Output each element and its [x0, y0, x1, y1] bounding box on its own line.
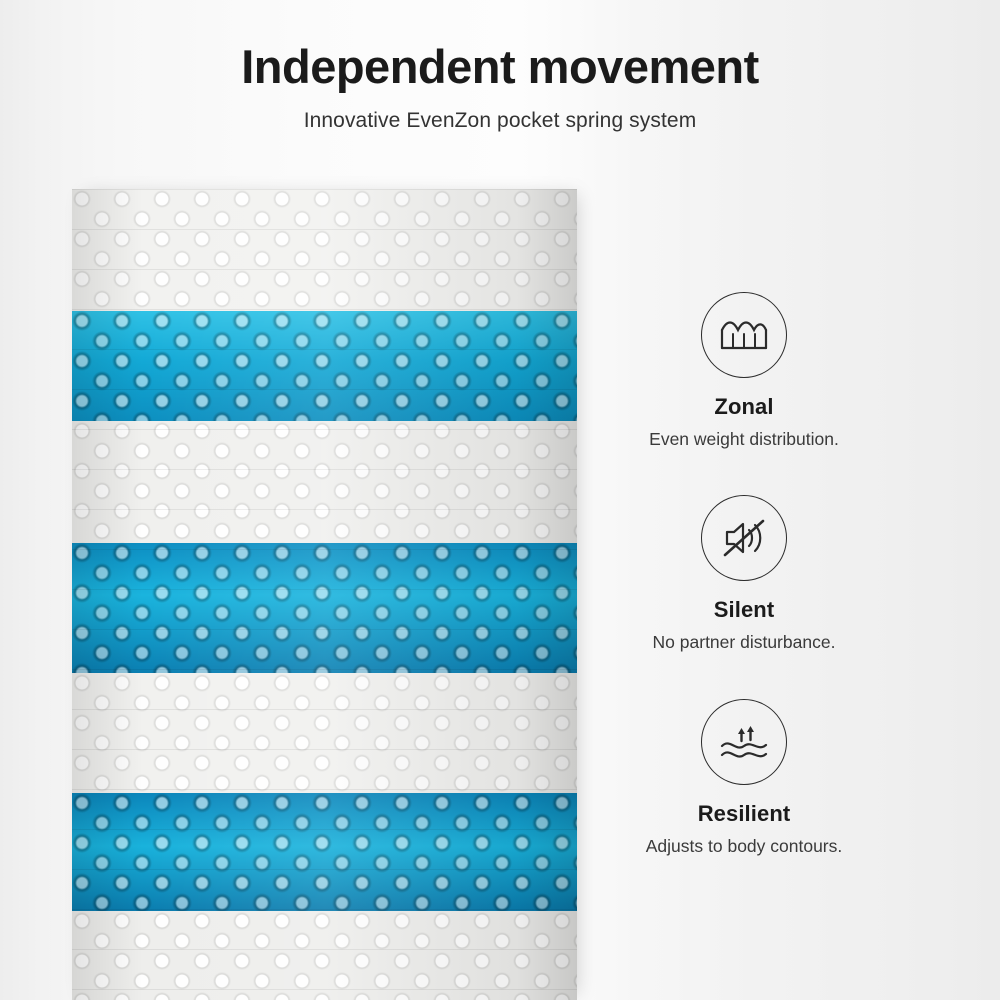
coil-stripe-white-4 — [72, 911, 577, 1000]
coil-stripe-cyan-1 — [72, 311, 577, 421]
header — [0, 42, 1000, 133]
zonal-waves-icon — [701, 292, 787, 378]
page-title: Independent movement — [241, 40, 759, 93]
coil-texture — [72, 793, 577, 911]
coil-stripe-cyan-3 — [72, 793, 577, 911]
feature-description: Even weight distribution. — [649, 429, 839, 449]
coil-texture — [72, 189, 577, 311]
coil-stripe-white-1 — [72, 189, 577, 311]
feature-list — [628, 292, 860, 902]
feature-description: No partner disturbance. — [652, 632, 836, 653]
feature-silent — [628, 495, 860, 654]
coil-texture — [72, 911, 577, 1000]
resilient-up-arrows-icon — [701, 699, 787, 785]
feature-zonal — [628, 292, 860, 451]
feature-resilient — [628, 699, 860, 858]
coil-texture — [72, 543, 577, 673]
coil-texture — [72, 311, 577, 421]
feature-title: Silent — [713, 597, 775, 623]
coil-stripe-white-3 — [72, 673, 577, 793]
page-subtitle: Innovative EvenZon pocket spring system — [303, 109, 697, 133]
feature-title: Zonal — [714, 394, 774, 419]
coil-texture — [72, 421, 577, 543]
coil-stripe-cyan-2 — [72, 543, 577, 673]
coil-texture — [72, 673, 577, 793]
feature-title: Resilient — [697, 800, 791, 826]
silent-muted-speaker-icon — [701, 495, 787, 581]
coil-stripe-white-2 — [72, 421, 577, 543]
pocket-spring-coils-photo — [72, 189, 577, 1000]
feature-description: Adjusts to body contours. — [645, 835, 843, 856]
